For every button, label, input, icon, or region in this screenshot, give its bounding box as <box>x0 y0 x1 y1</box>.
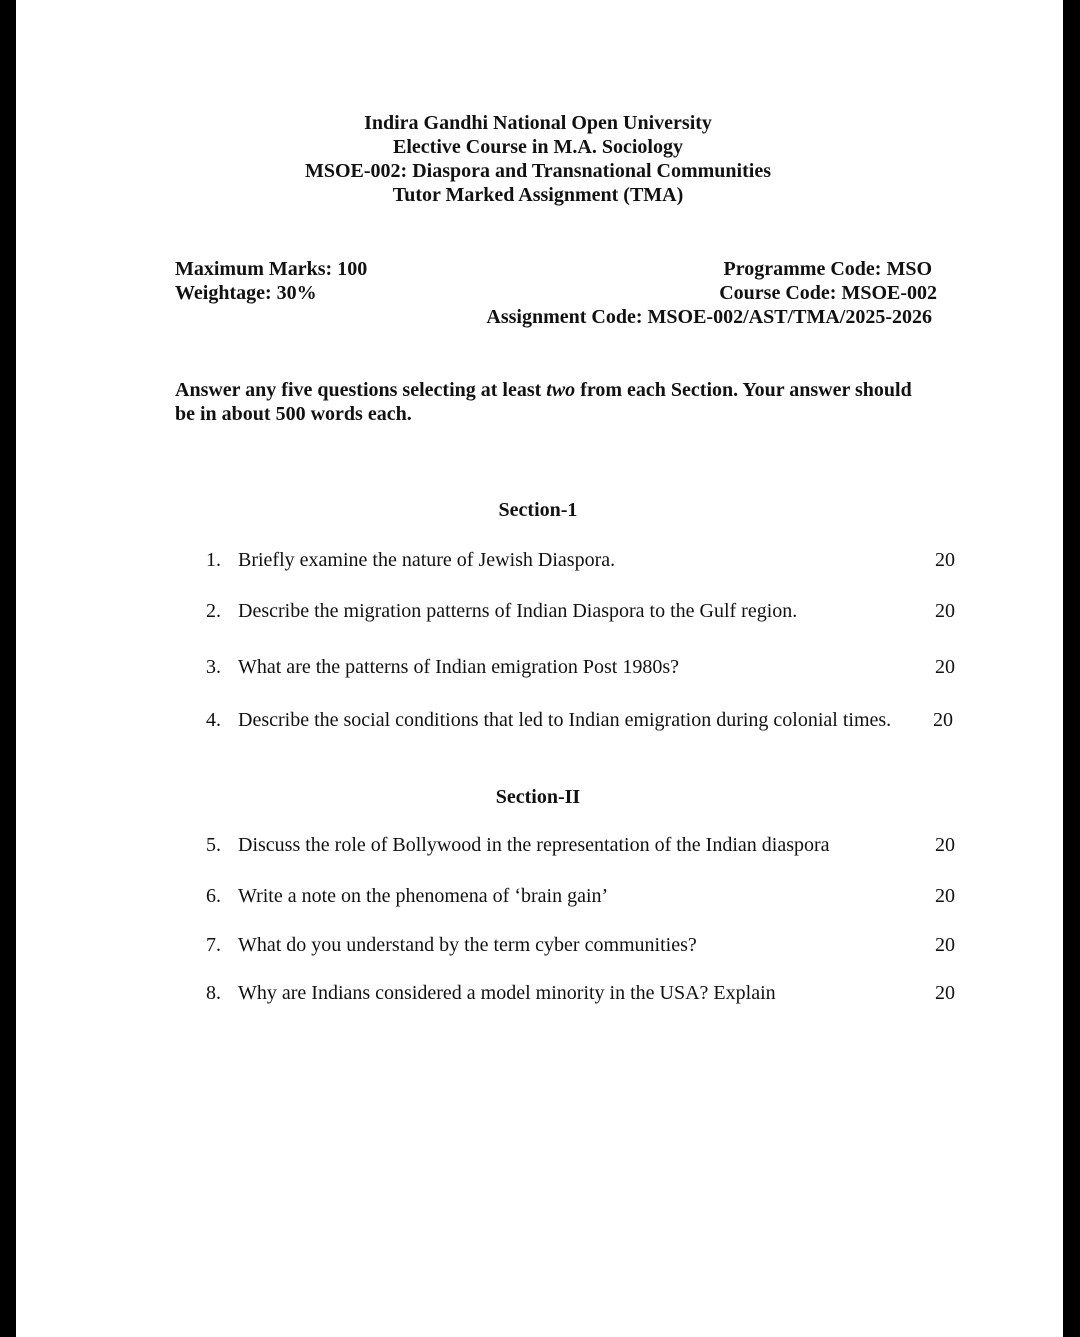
instructions-text: from each Section. Your answer should <box>575 379 912 401</box>
question-number: 7. <box>206 934 221 956</box>
assignment-code: Assignment Code: MSOE-002/AST/TMA/2025-2026 <box>486 306 932 328</box>
question-number: 4. <box>206 709 221 731</box>
question-text: Discuss the role of Bollywood in the representation of the Indian diaspora <box>238 834 830 856</box>
question-number: 1. <box>206 549 221 571</box>
instructions-emphasis: two <box>546 379 576 401</box>
max-marks: Maximum Marks: 100 <box>175 258 368 280</box>
question-number: 3. <box>206 656 221 678</box>
question-text: Describe the migration patterns of Indian Diaspora to the Gulf region. <box>238 600 798 622</box>
question-marks: 20 <box>935 549 955 571</box>
question-text: What do you understand by the term cyber communities? <box>238 934 697 956</box>
question-marks: 20 <box>935 982 955 1004</box>
weightage: Weightage: 30% <box>175 282 317 304</box>
university-title: Indira Gandhi National Open University <box>364 112 712 134</box>
section-title: Section-1 <box>498 499 578 521</box>
instructions-text: Answer any five questions selecting at least <box>175 379 547 401</box>
assignment-type: Tutor Marked Assignment (TMA) <box>392 184 684 206</box>
question-text: Briefly examine the nature of Jewish Diaspora. <box>238 549 616 571</box>
question-number: 2. <box>206 600 221 622</box>
instructions-line-1 <box>175 378 912 402</box>
question-text: Describe the social conditions that led to Indian emigration during colonial times. <box>238 709 892 731</box>
question-marks: 20 <box>935 934 955 956</box>
instructions-line-2: be in about 500 words each. <box>175 403 412 425</box>
question-text: What are the patterns of Indian emigration Post 1980s? <box>238 656 679 678</box>
question-number: 5. <box>206 834 221 856</box>
section-title: Section-II <box>495 786 581 808</box>
question-marks: 20 <box>935 885 955 907</box>
question-number: 6. <box>206 885 221 907</box>
question-marks: 20 <box>935 600 955 622</box>
course-code: Course Code: MSOE-002 <box>719 282 937 304</box>
question-text: Write a note on the phenomena of ‘brain gain’ <box>238 885 609 907</box>
programme-code: Programme Code: MSO <box>723 258 932 280</box>
question-marks: 20 <box>933 709 953 731</box>
course-title: MSOE-002: Diaspora and Transnational Communities <box>305 160 771 182</box>
question-marks: 20 <box>935 834 955 856</box>
question-number: 8. <box>206 982 221 1004</box>
programme-title: Elective Course in M.A. Sociology <box>393 136 683 158</box>
question-text: Why are Indians considered a model minority in the USA? Explain <box>238 982 776 1004</box>
question-marks: 20 <box>935 656 955 678</box>
